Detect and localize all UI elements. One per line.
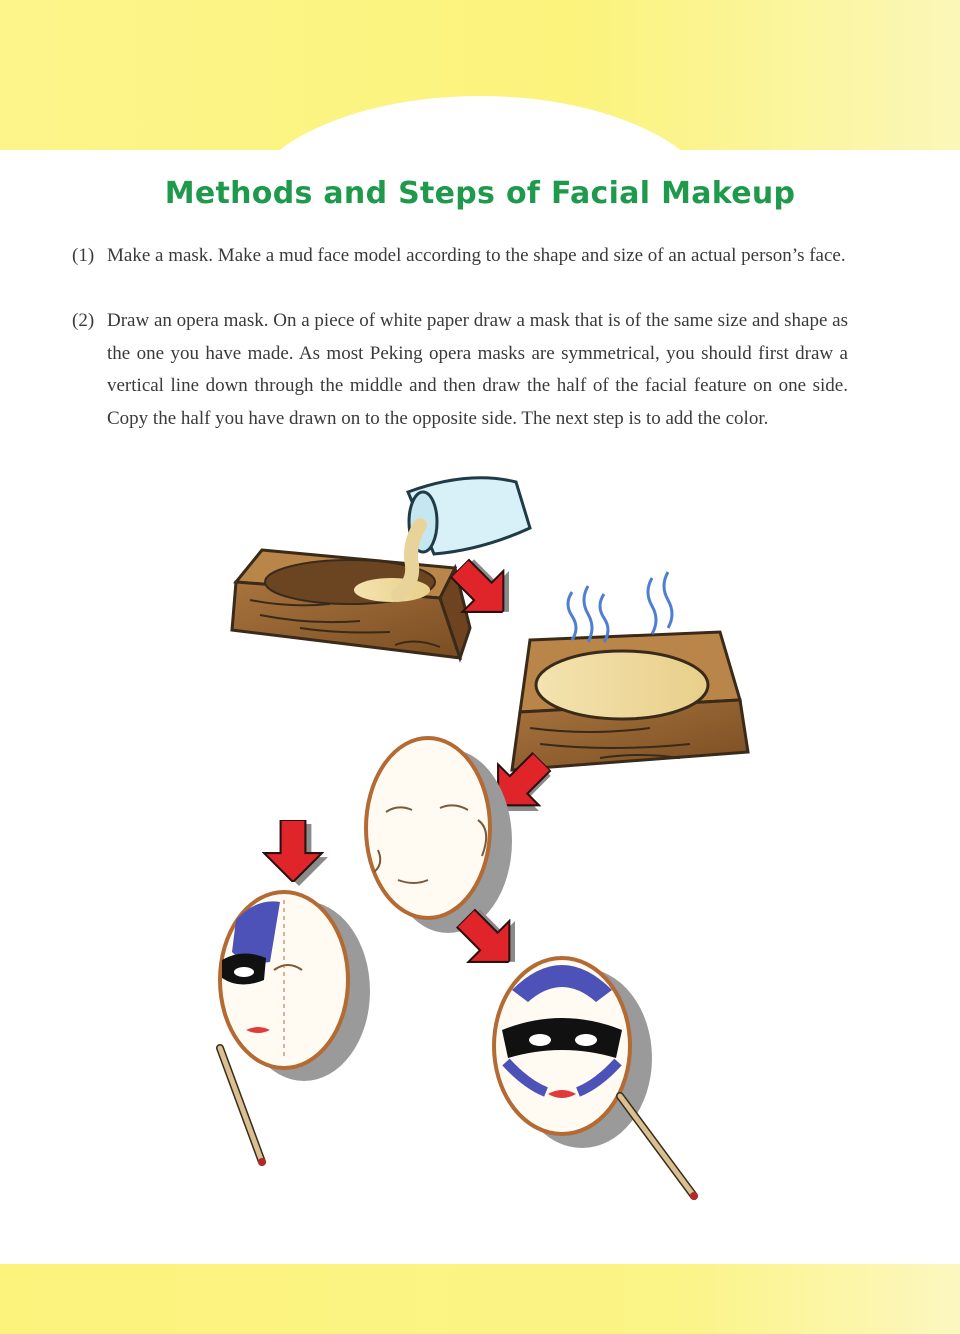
step-2-number: (2) — [72, 310, 95, 331]
red-arrow-3 — [264, 820, 328, 886]
wooden-mold-box-1 — [232, 550, 470, 658]
wooden-mold-box-2 — [512, 632, 748, 770]
painted-opera-mask — [494, 958, 652, 1148]
step-2 — [72, 305, 848, 435]
step-2-text: Draw an opera mask. On a piece of white paper draw a mask that is of the same size and shape as the one you have made. As most Peking opera masks are symmetrical, you should first draw a vertical line down through the middle and then draw the half of the facial feature on one side. Copy the half you have drawn on to the opposite side. The next step is to add the color. — [107, 310, 848, 429]
step-1 — [72, 240, 848, 273]
step-1-text: Make a mask. Make a mud face model according to the shape and size of an actual person’s face. — [107, 245, 846, 266]
mask-making-illustration — [0, 470, 960, 1250]
half-painted-mask — [220, 892, 370, 1081]
paint-brush-1 — [220, 1048, 266, 1166]
steam-lines — [568, 572, 672, 642]
step-1-number: (1) — [72, 245, 95, 266]
bottom-yellow-band — [0, 1264, 960, 1334]
page-title: Methods and Steps of Facial Makeup — [164, 176, 796, 211]
blank-mask — [366, 738, 512, 933]
paint-brush-2 — [620, 1096, 698, 1200]
